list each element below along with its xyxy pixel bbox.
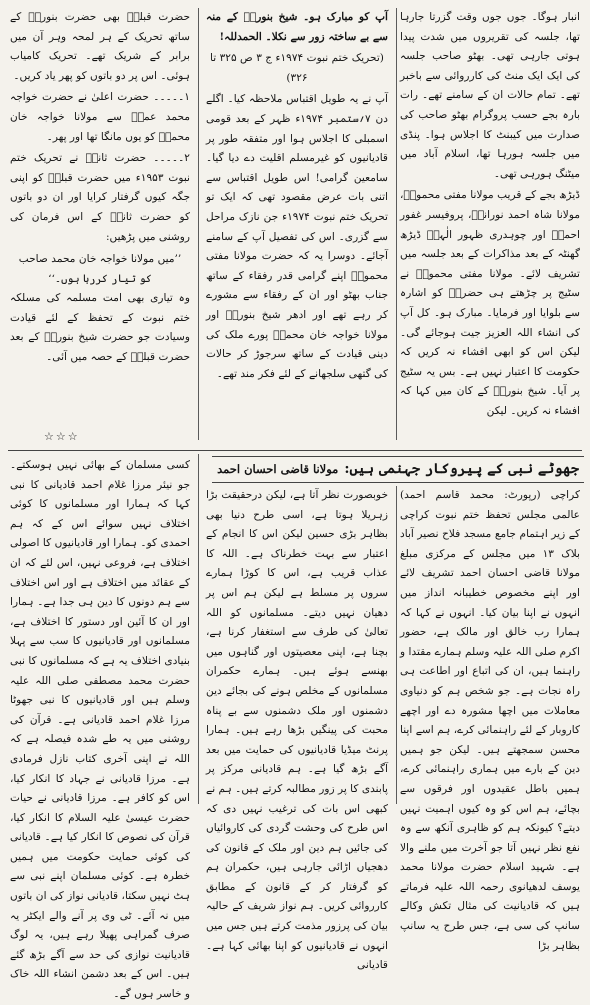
top-right-column: [400, 8, 580, 443]
quote-line: ’’میں مولانا خواجہ خان محمد صاحب: [18, 253, 182, 266]
paragraph: ۲۔۔۔۔۔ حضرت ثانیؒ نے تحریک ختم نبوت ۱۹۵۳ء میں حضرت قبلہؒ کو اپنی جگہ کیوں گرفتار کرایا اور ان دو باتوں کو حضرت ثانیؒ کے اس فرمان کی روشنی میں پڑھیں:: [10, 152, 190, 243]
citation: (تحریک ختم نبوت ۱۹۷۴ء ج ۳ ص ۳۲۵ تا ۳۲۶): [210, 52, 384, 84]
top-left-column: [10, 8, 190, 428]
column-divider: [198, 8, 199, 440]
paragraph: ۱۔۔۔۔۔ حضرت اعلیٰ نے حضرت خواجہ محمد عمرؒ سے مولانا خواجہ خان محمدؒ کو یوں مانگا تھا اور پھر۔: [10, 91, 190, 143]
paragraph: حضرت قبلہؒ بھی حضرت بنوریؒ کے ساتھ تحریک کے ہر لمحہ وہر آن میں برابر کے شریک تھے۔ تحریک کامیاب ہوئی۔ اس پر دو باتوں کو پھر یاد کریں۔: [10, 11, 190, 82]
paragraph: کراچی (رپورٹ: محمد قاسم احمد) عالمی مجلس تحفظ ختم نبوت کراچی کے زیر اہتمام جامع مسجد فلاح نصیر آباد بلاک ۱۳ میں مجلس کے مرکزی مبلغ مولانا قاضی احسان احمد تشریف لائے اور اپنے مخصوص خطیبانہ انداز میں انہوں نے اپنا بیان کیا۔ انہوں نے کہا کہ ہمارا رب خالق اور مالک ہے، حضور اکرم صلی اللہ علیہ وسلم ہمارے مقتدا و راہنما ہیں، ان کی اتباع اور اطاعت ہی راہ نجات ہے۔ جو شخص ہم کو دنیاوی معاملات میں اچھا مشورہ دے اور اچھے کاروبار کے لئے راہنمائی کرے، ہم اسے اپنا محسن سمجھتے ہیں۔ لیکن جو ہمیں دین کے بارے میں ہماری راہنمائی کرے، ہمیں باطل عقیدوں اور فرقوں سے بچائے، ہم اس کو وہ کیوں اہمیت نہیں دیتے؟ کیونکہ ہم کو ظاہری آنکھ سے وہ نفع نظر نہیں آتا جو آخرت میں ملنے والا ہے۔ شہید اسلام حضرت مولانا محمد یوسف لدھیانوی رحمہ اللہ علیہ فرماتے ہیں کہ قادیانیت کی مثال تکش وکالے سانپ کی سی ہے، جس طرح یہ سانپ بظاہر بڑا: [400, 489, 580, 952]
paragraph: انبار ہوگا۔ جوں جوں وقت گزرتا جارہا تھا، جلسہ کی تقریروں میں شدت پیدا ہوتی جارہی تھی۔ بھٹو صاحب جلسہ کی ایک ایک منٹ کی کارروائی سے باخبر تھے۔ تمام حالات ان کے سامنے تھے۔ رات بارہ بجے حسب پروگرام بھٹو صاحب کی صدارت میں کیبنٹ کا اجلاس ہوا۔ پنڈی میں جلسہ ہورہا تھا، اسلام آباد میں میٹنگ ہورہی تھی۔: [400, 11, 580, 180]
column-divider: [396, 486, 397, 804]
paragraph: آپ نے یہ طویل اقتباس ملاحظہ کیا۔ اگلے دن ۷؍ستمبر ۱۹۷۴ء ظہر کے بعد قومی اسمبلی کا اجلاس ہوا اور متفقہ طور پر قادیانیوں کو غیرمسلم اقلیت دے دیا گیا۔ سامعین گرامی! اس طویل اقتباس سے اتنی بات عرض مقصود تھی کہ ایک تو تحریک ختم نبوت ۱۹۷۴ء جن نازک مراحل سے گزری۔ اس کی تفصیل آپ کے سامنے آجائے۔ دوسرا یہ کہ حضرت مولانا مفتی محمودؒ اپنے گرامی قدر رفقاء کے ساتھ جناب بھٹو اور ان کے رفقاء سے مشورے کر رہے تھے اور ادھر شیخ بنوریؒ اور مولانا خواجہ خان محمدؒ پورے ملک کی دینی قیادت کے ساتھ سرجوڑ کر حالات کی گتھی سلجھانے کے لئے فکر مند تھے۔: [206, 93, 388, 380]
headline: [212, 458, 584, 480]
headline-title: جھوٹے نبی کے پیروکار جہنمی ہیں:: [344, 461, 579, 477]
quote-line: کو تیار کررہا ہوں۔‘‘: [48, 273, 152, 286]
section-end-stars: ☆☆☆: [44, 430, 80, 443]
bottom-left-column: [10, 456, 190, 1001]
paragraph: آپ کو مبارک ہو۔ شیخ بنوریؒ کے منہ سے بے ساختہ زور سے نکلا۔ الحمدللہ!: [206, 11, 388, 43]
top-middle-column: [206, 8, 388, 443]
column-divider: [198, 454, 199, 804]
paragraph: ڈیڑھ بجے کے قریب مولانا مفتی محمودؒ، مولانا شاہ احمد نورانیؒ، پروفیسر غفور احمدؒ اور چوہدری ظہور الٰہیؒ ڈیڑھ گھنٹہ کے بعد مذاکرات کے بعد جلسہ میں تشریف لائے۔ مولانا مفتی محمودؒ نے سٹیج پر چڑھتے ہی حضرتؒ کو اشارہ سے بلوایا اور فرمایا۔ مبارک ہو۔ کل آپ کی انشاء اللہ العزیز جیت ہوجائے گی۔ لیکن اس کو ابھی افشاء نہ کریں کہ حکومت کا اعتبار نہیں ہے۔ بس یہ سٹیج پر آیا۔ شیخ بنوریؒ کے کان میں کہا کہ افشاء نہ کریں۔ لیکن: [400, 189, 580, 417]
paragraph: وہ تیاری بھی امت مسلمہ کی مسلکہ ختم نبوت کے تحفظ کے لئے قیادت وسیادت جو حضرت شیخ بنوریؒ کے بعد حضرت قبلہؒ کے حصہ میں آئی۔: [10, 292, 190, 363]
section-divider: [8, 450, 582, 451]
paragraph: کسی مسلمان کے بھائی نہیں ہوسکتے۔ جو نیئر مرزا غلام احمد قادیانی کا نبی کہا کہ ہمارا اور مسلمانوں کا کوئی اختلاف نہیں سوائے اس کے کہ ہم احمدی کو۔ ہمارا اور قادیانیوں کا اصولی اختلاف ہے، فروعی نہیں، اس لئے کہ ان کے عقائد میں اختلاف ہے اور اس اختلاف سے ہم دونوں کا دین ہی جدا ہے۔ ہمارا اور ان کا آئین اور دستور کا اختلاف ہے، مسلمانوں اور قادیانیوں کا سب سے پہلا بنیادی اختلاف یہ ہے کہ مسلمانوں کا نبی حضرت محمد مصطفی صلی اللہ علیہ وسلم ہیں اور قادیانیوں کا نبی جھوٹا مرزا غلام احمد قادیانی ہے۔ قرآن کی روشنی میں یہ طے شدہ فیصلہ ہے کہ اللہ نے اپنی آخری کتاب نازل فرمادی ہے۔ مرزا قادیانی نے جہاد کا انکار کیا، اس کو کافر ہے۔ مرزا قادیانی نے حیات حضرت عیسیٰ علیہ السلام کا انکار کیا، قرآن کی نصوص کا انکار کیا ہے۔ قادیانی کی کوئی حمایت حکومت میں ہمیں خطرہ ہے۔ کوئی مسلمان اپنے نبی سے ہٹ نہیں سکتا، قادیانی نواز کی ان باتوں میں نہ آئے۔ ٹی وی پر آنے والے ایکٹر یہ صرف گمراہی پھیلا رہے ہیں، یہ لوگ قادیانیت نوازی کی حد سے آگے بڑھ گئے ہیں۔ اس کے بعد دشمن انشاء اللہ خاک و خاسر ہوں گے۔: [10, 459, 190, 1001]
headline-rule: [212, 482, 584, 483]
headline-author: مولانا قاضی احسان احمد: [217, 462, 339, 476]
column-divider: [396, 8, 397, 440]
bottom-right-column: [400, 486, 580, 952]
bottom-middle-column: [206, 486, 388, 972]
quote: [10, 249, 190, 289]
headline-rule: [212, 456, 584, 457]
paragraph: خوبصورت نظر آتا ہے، لیکن درحقیقت بڑا زہریلا ہوتا ہے، اسی طرح دنیا بھی بظاہر بڑی حسین لیکن اس کا انجام کے اعتبار سے بہت خطرناک ہے۔ اللہ کا عذاب قریب ہے، اس کا کوڑا ہمارے سروں پر مسلط ہے لیکن ہم اس پر دھیان نہیں دیتے۔ مسلمانوں کو اللہ تعالیٰ کی طرف سے استغفار کرنا ہے، بچنا ہے، اپنی معصیتوں اور گناہوں میں بھنسے ہوئے ہیں۔ ہمارے حکمران مسلمانوں کے مخلص ہونے کی بجائے دین دشمنوں اور ملک دشمنوں سے بے پناہ محبت کی پینگیں بڑھا رہے ہیں۔ ہمارا پرنٹ میڈیا قادیانیوں کی حمایت میں بعد آگے بڑھ گیا ہے۔ ہم قادیانی مرکز پر پابندی کا پر زور مطالبہ کرتے ہیں۔ ہم نے کبھی اس بات کی ترغیب نہیں دی کہ اس طرح کی وحشت گردی کی کاروائیاں کی جائیں ہم دین اور ملک کے قانون کی دھجیاں اڑائی جارہی ہیں، حکمران ہم کو گرفتار کر کے قانون کے مطابق کارروائی کریں۔ ہم نواز شریف کے حالیہ بیان کی پرزور مذمت کرتے ہیں جس میں انہوں نے قادیانیوں کو اپنا بھائی کہا ہے۔ قادیانی: [206, 489, 388, 972]
